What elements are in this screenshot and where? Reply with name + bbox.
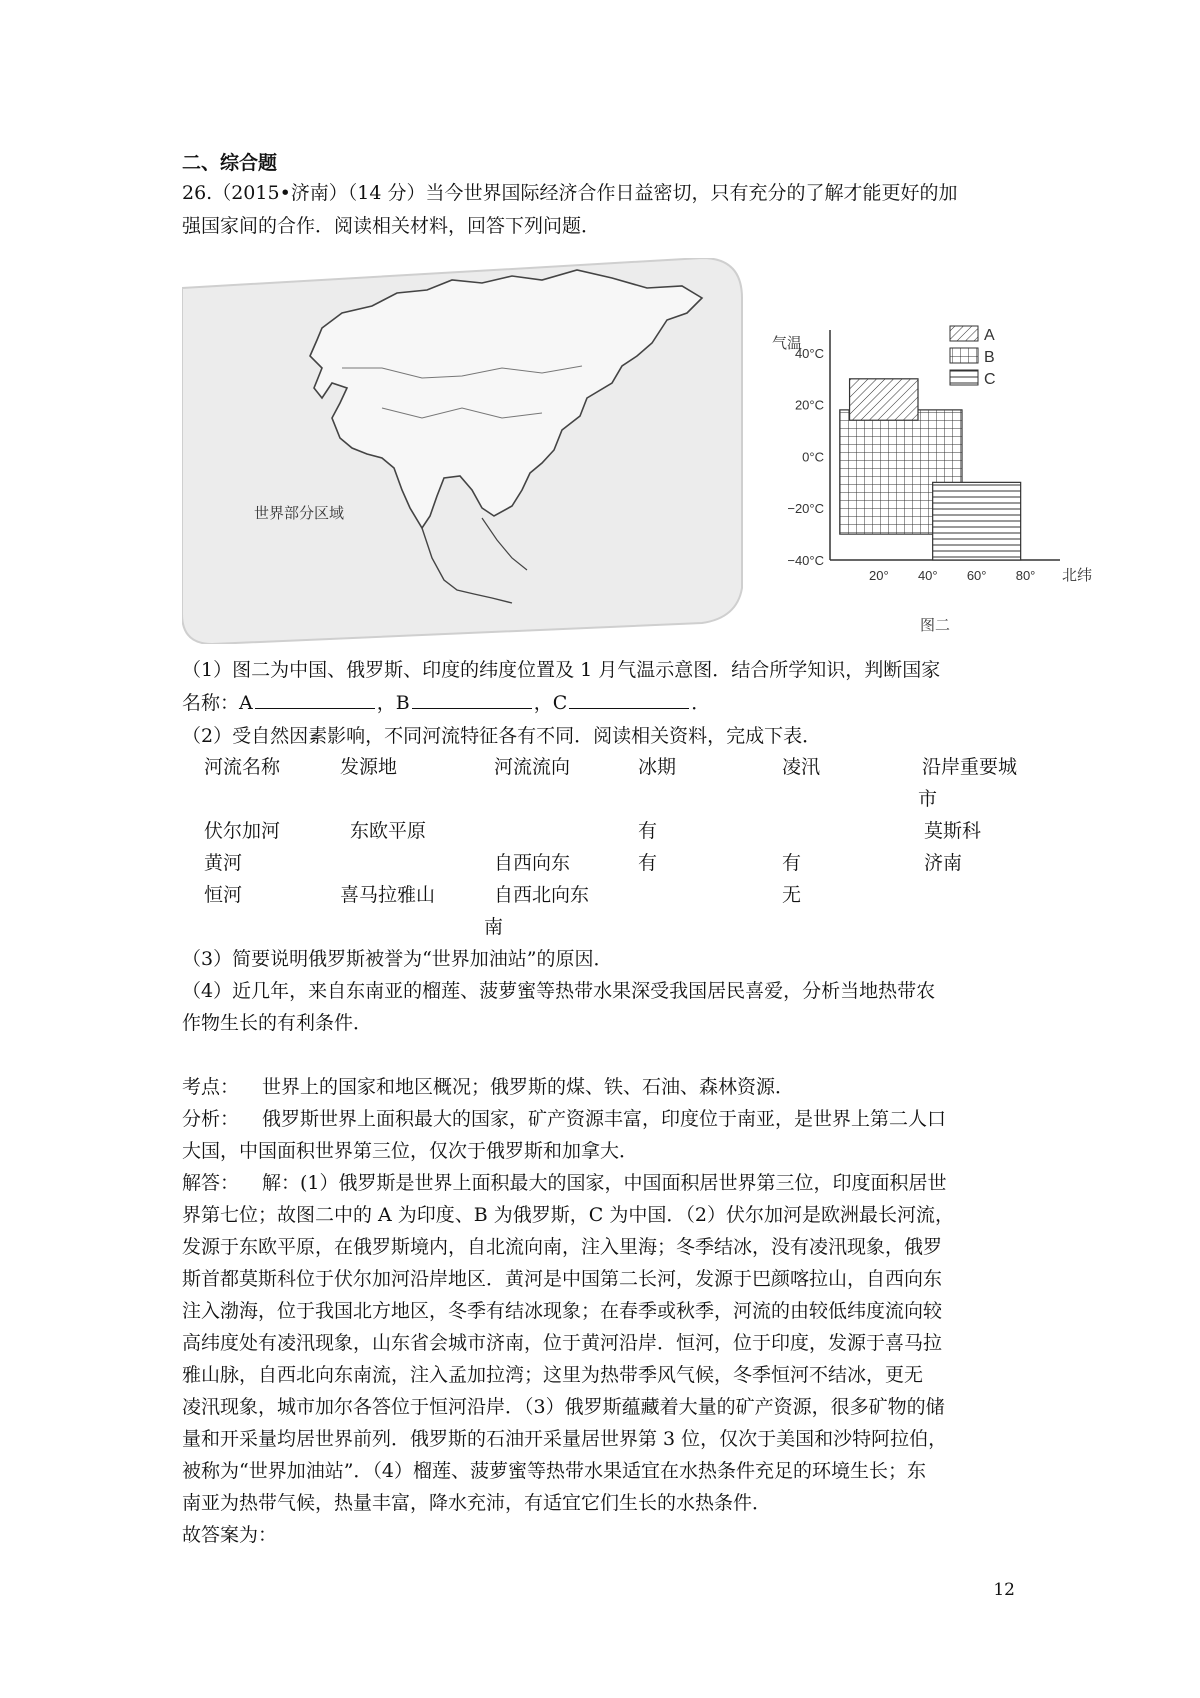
q1-c: ，C — [533, 692, 568, 714]
y-tick-label: −40°C — [787, 553, 824, 568]
jieda-label: 解答： — [182, 1172, 240, 1194]
y-tick-label: 0°C — [802, 449, 824, 465]
bar-a — [850, 379, 918, 420]
legend-swatch-c — [950, 370, 978, 385]
x-tick-label: 60° — [966, 568, 987, 583]
table-cell: 伏尔加河 — [204, 820, 281, 842]
jieda-line-0 — [182, 1168, 947, 1198]
table-header: 沿岸重要城 — [922, 756, 1018, 778]
x-tick-label: 20° — [869, 568, 889, 583]
table-cell: 自西向东 — [494, 852, 571, 874]
jieda-line: 界第七位；故图二中的 A 为印度、B 为俄罗斯，C 为中国．（2）伏尔加河是欧洲最长河流， — [182, 1204, 954, 1226]
table-cell: 有 — [782, 852, 802, 874]
table-cell: 东欧平原 — [350, 820, 427, 842]
jieda-line: 雅山脉，自西北向东南流，注入孟加拉湾；这里为热带季风气候，冬季恒河不结冰，更无 — [182, 1364, 924, 1386]
table-cell: 济南 — [924, 852, 963, 874]
jieda-text-0: 解：(1）俄罗斯是世界上面积最大的国家，中国面积居世界第三位，印度面积居世 — [262, 1172, 947, 1194]
q1-prefix: 名称：A — [182, 692, 253, 714]
question-line-2: 强国家间的合作．阅读相关材料，回答下列问题． — [182, 215, 601, 237]
x-tick-label: 40° — [917, 568, 938, 583]
jieda-line: 注入渤海，位于我国北方地区，冬季有结冰现象；在春季或秋季，河流的由较低纬度流向较 — [182, 1300, 943, 1322]
jieda-line: 南亚为热带气候，热量丰富，降水充沛，有适宜它们生长的水热条件． — [182, 1492, 772, 1514]
fenxi-line-1 — [182, 1104, 946, 1134]
jieda-line: 高纬度处有凌汛现象，山东省会城市济南，位于黄河沿岸．恒河，位于印度，发源于喜马拉 — [182, 1332, 943, 1354]
table-header: 河流流向 — [494, 756, 571, 778]
q1-b: ，B — [376, 692, 410, 714]
table-cell: 莫斯科 — [924, 820, 982, 842]
x-axis-label: 北纬 — [1062, 567, 1093, 584]
table-cell: 有 — [638, 820, 658, 842]
answer-label: 故答案为： — [182, 1524, 278, 1546]
jieda-line: 凌汛现象，城市加尔各答位于恒河沿岸．（3）俄罗斯蕴藏着大量的矿产资源，很多矿物的储 — [182, 1396, 945, 1418]
kaodian-text: 世界上的国家和地区概况；俄罗斯的煤、铁、石油、森林资源． — [262, 1076, 795, 1098]
answer-blank-b[interactable] — [412, 688, 532, 709]
jieda-line: 发源于东欧平原，在俄罗斯境内，自北流向南，注入里海；冬季结冰，没有凌汛现象，俄罗 — [182, 1236, 943, 1258]
figure-area — [182, 258, 1098, 644]
q1-line-1: （1）图二为中国、俄罗斯、印度的纬度位置及 1 月气温示意图．结合所学知识，判断国家 — [182, 659, 941, 681]
legend-swatch-b — [950, 348, 978, 363]
q1-end: ． — [691, 692, 711, 714]
chart-plot — [772, 326, 1092, 634]
answer-blank-c[interactable] — [569, 688, 689, 709]
y-axis-label: 气温 — [772, 335, 803, 352]
bar-c — [933, 482, 1021, 560]
q2-text: （2）受自然因素影响，不同河流特征各有不同．阅读相关资料，完成下表． — [182, 725, 822, 747]
kaodian-label: 考点： — [182, 1076, 240, 1098]
map-label: 世界部分区域 — [254, 505, 345, 522]
y-tick-label: −20°C — [787, 501, 824, 517]
y-tick-label: 20°C — [794, 397, 824, 413]
chart-caption: 图二 — [920, 617, 951, 634]
q4-line-1: （4）近几年，来自东南亚的榴莲、菠萝蜜等热带水果深受我国居民喜爱，分析当地热带农 — [182, 980, 936, 1002]
q1-line-2 — [182, 688, 710, 718]
q4-line-2: 作物生长的有利条件． — [182, 1012, 373, 1034]
table-header: 凌汛 — [782, 756, 821, 778]
table-cell: 恒河 — [204, 884, 243, 906]
table-header-wrap: 市 — [918, 788, 938, 810]
table-cell-wrap: 南 — [484, 916, 504, 938]
temperature-chart — [752, 308, 1098, 644]
table-header: 发源地 — [340, 756, 398, 778]
fenxi-line-2: 大国，中国面积世界第三位，仅次于俄罗斯和加拿大． — [182, 1140, 639, 1162]
jieda-line: 斯首都莫斯科位于伏尔加河沿岸地区．黄河是中国第二长河，发源于巴颜喀拉山，自西向东 — [182, 1268, 943, 1290]
table-cell: 黄河 — [204, 852, 243, 874]
legend-swatch-a — [950, 326, 978, 341]
table-cell: 自西北向东 — [494, 884, 590, 906]
jieda-line: 被称为“世界加油站”．（4）榴莲、菠萝蜜等热带水果适宜在水热条件充足的环境生长；东 — [182, 1460, 927, 1482]
q3-text: （3）简要说明俄罗斯被誉为“世界加油站”的原因． — [182, 948, 613, 970]
legend-label: A — [984, 327, 995, 344]
fenxi-label: 分析： — [182, 1108, 240, 1130]
table-cell: 有 — [638, 852, 658, 874]
table-cell: 喜马拉雅山 — [340, 884, 436, 906]
page-number: 12 — [993, 1580, 1015, 1600]
fenxi-text-1: 俄罗斯世界上面积最大的国家，矿产资源丰富，印度位于南亚，是世界上第二人口 — [262, 1108, 947, 1130]
y-tick-label: 40°C — [794, 345, 824, 361]
legend-label: C — [984, 371, 996, 388]
table-header: 冰期 — [638, 756, 677, 778]
legend-label: B — [984, 349, 995, 366]
answer-blank-a[interactable] — [255, 688, 375, 709]
x-tick-label: 80° — [1015, 568, 1036, 583]
table-header: 河流名称 — [204, 756, 281, 778]
jieda-line: 量和开采量均居世界前列．俄罗斯的石油开采量居世界第 3 位，仅次于美国和沙特阿拉伯， — [182, 1428, 948, 1450]
table-cell: 无 — [782, 884, 802, 906]
section-title: 二、综合题 — [182, 152, 278, 174]
question-line-1: 26.（2015•济南）（14 分）当今世界国际经济合作日益密切，只有充分的了解才能更好的加 — [182, 182, 958, 204]
kaodian-line — [182, 1072, 794, 1102]
